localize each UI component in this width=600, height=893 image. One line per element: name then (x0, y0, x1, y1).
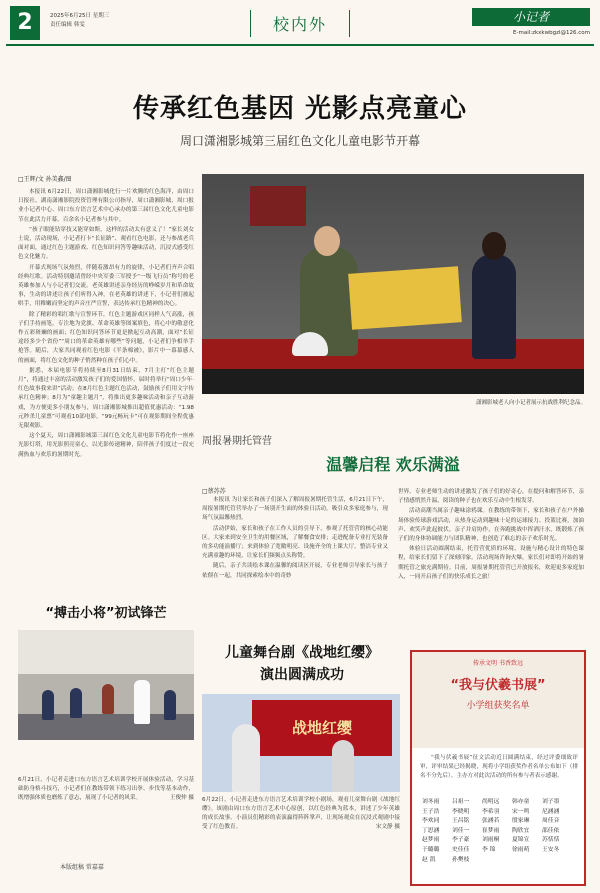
child-figure (164, 690, 176, 720)
summer-byline: □蔡苏苏 (202, 488, 226, 495)
lead-paragraph: 这个夏天，周口潇湘影城第三届红色文化儿童电影节将化作一座座光影灯塔，用光影照亮童心，以光影传递精神，陪伴孩子们度过一段充满热血与欢乐的暑期时光。 (18, 433, 194, 458)
winner-name: 李子豪 (452, 837, 470, 844)
contact-email: E-mail:zkxkwbgzl@126.com (513, 30, 590, 36)
winner-name: 张涵若 (482, 818, 500, 825)
winner-name: 史佳佳 (452, 846, 470, 853)
stage-title: 战地红缨 (291, 719, 352, 737)
lead-paragraph: 据悉，本届电影节将持续至8月31日结束，7月主打“红色主题月”，将通过丰富的活动激发孩子们的爱国情怀，届时将举行“周口少年·红色故事我来讲”活动；在8月红色主题红色活动，鼓励孩子们用文字传承红色精神；8月为“童趣主题月”，将推出更多趣味活动和亲子互动游戏，为方便更多小朋友参与，周口潇湘影城推出超值优惠活动：“1.98元秒杀儿童票”可观看10部电影，“99元畅玩卡”可在观影期间全程优惠无限观影。 (18, 367, 194, 430)
winner-name: 刘雨桐 (482, 837, 500, 844)
yellow-banner (348, 266, 462, 330)
page-editor: 本版组稿 常嘉嘉 (60, 864, 104, 871)
boxing-caption-text: 6月21日，小记者走进口东方语言艺术培训学校开展体验活动，学习基础防身格斗技巧，小记者们在教练带领下练习出拳、步伐等基本动作，既增强体质也磨炼了意志，展现了小记者的风采。 (18, 777, 194, 801)
bookstore-intro (420, 754, 578, 781)
winner-name: 刘冬雨 (422, 799, 440, 805)
child-figure (42, 690, 54, 720)
winner-name: 李晓明 (452, 808, 470, 815)
drama-credit: 宋文静 摄 (375, 824, 400, 830)
winner-name: 韩亦童 (512, 799, 530, 805)
winner-name: 赵 凯 (422, 856, 436, 863)
winner-name: 李 锦 (482, 846, 496, 853)
bookstore-title: “我与伏羲书展” (450, 678, 546, 693)
summer-paragraph: 活动高潮当属亲子趣味涂鸦课。在教练的带领下，家长和孩子在户外操场体验传球游戏活动，从热身运动到趣味十足的运球接力、投篮比赛，加油声、欢笑声此起彼伏。亲子并肩协作，在奔跑挑战中挥洒汗水，既锻炼了孩子们的身体协调能力与团队精神，也创造了难忘的亲子欢乐时光。 (398, 508, 584, 543)
summer-paragraph: 活动伊始，家长和孩子在工作人员的引导下，参观了托管营的核心功能区。大家来到安全卫生的用餐区域，了解餐食安排；走进配备专业打光装备的多功能演播厅；来到体验了宽敞明亮、设施齐全的上课大厅。整洁专业又充满童趣的环境，让家长们频频点头称赞。 (202, 525, 388, 560)
wall-poster (250, 186, 306, 226)
actor-figure (232, 724, 260, 792)
header-meta (50, 12, 109, 30)
winner-name: 王昌铭 (452, 818, 470, 825)
child-figure (134, 680, 150, 724)
responsible-editor: 责任编辑 韩雯 (50, 22, 85, 28)
page-number: 2 (10, 6, 40, 40)
boxing-credit: 王俊仲 摄 (169, 795, 194, 801)
summer-kicker: 周报暑期托管营 (202, 436, 272, 447)
winner-name: 赵梦雨 (422, 837, 440, 844)
winner-name: 吕祖一 (452, 799, 470, 805)
bookstore-box (410, 650, 586, 886)
host-head (482, 232, 506, 260)
child-actor-figure (332, 740, 354, 792)
drama-title-line1: 儿童舞台剧《战地红缨》 (225, 645, 379, 661)
drama-caption (202, 796, 400, 832)
boxing-caption (18, 776, 194, 803)
section-title: 校内外 (250, 10, 350, 37)
boxing-photo (18, 630, 194, 740)
winner-name: 尚明远 (482, 799, 500, 805)
winner-name: 徐雨萌 (512, 846, 530, 853)
bookstore-subtitle: 小学组获奖名单 (466, 701, 530, 711)
photo-floor (202, 369, 584, 394)
lead-paragraph: 开幕式现场气氛热烈，伴随着激昂有力的旋律，小记者们齐声合唱经典红歌。活动特别邀请曾经中央军委三军授予“一级飞行员”称号的老英雄参加人与小记者们交流。老英雄讲述亲身经历的峥嵘岁月和革命故事，生动的讲述让孩子们听得入神。在老英雄的讲述下，小记者们被起哄手，用稚嫩而坚定的声音庄严宣誓，表达传承红色精神的决心。 (18, 264, 194, 308)
red-table (202, 339, 584, 369)
drama-title-line2: 演出圆满成功 (260, 667, 344, 683)
bookstore-intro-text: “我与伏羲书展”征文活动近日圆满结束，经过评委细致评审，评审结果已经揭晓，现将小学组获奖作者名单公布如下（排名不分先后）。主办方对此次活动的所有参与者表示感谢。 (420, 755, 578, 779)
drama-caption-text: 6月22日，小记者走进东方语言艺术培训学校小剧场，观看儿童舞台剧《战地红缨》。该剧由周口东方语言艺术中心原创，以红色经典为蓝本，讲述了少年英雄的成长故事。小演员们精彩的表演赢得阵阵掌声，让现场观众在沉浸式观剧中接受了红色教育。 (202, 797, 400, 830)
winner-name: 苏恬恬 (542, 837, 560, 844)
drama-title (202, 642, 402, 686)
drama-photo (202, 694, 400, 792)
winner-list (422, 798, 578, 865)
winner-name: 刘佳一 (452, 827, 470, 834)
lead-headline: 传承红色基因 光影点亮童心 (132, 94, 468, 124)
winner-name: 于璐璐 (422, 846, 440, 853)
winner-name: 殷家琳 (512, 818, 530, 825)
lead-paragraph: 除了精彩的唱红歌与宣誓环节，红色主题游戏区同样人气高涨，孩子们手持画笔，专注地为党旗、革命英雄等图案填色，将心中的敬意化作五彩斑斓的画面；红色知识问答环节更是掀起互动高潮，面对“长征途经多少个省份”“周口的革命英雄有哪些”等问题，小记者们争相举手抢答。随后，大家共同观看红色电影《半条棉被》，影片中一幕幕感人的画面，将红色文化的种子悄然种在孩子们心中。 (18, 311, 194, 364)
issue-date: 2025年6月25日 星期三 (50, 13, 110, 19)
winner-name: 尼涵涵 (542, 808, 560, 815)
stage-backdrop (252, 700, 392, 756)
winner-name: 夏锦宣 (512, 837, 530, 844)
bookstore-banner (412, 652, 584, 748)
winner-name: 李希羽 (482, 808, 500, 815)
header-divider (6, 44, 594, 46)
summer-title: 温馨启程 欢乐满溢 (326, 455, 460, 474)
lead-paragraph: 本报讯 6月22日，周口潇湘影城化行一片欢腾的红色海洋，由周口日报社、湖南潇湘影院投资管理有限公司指导，周口潇湘影城、周口报业小记者中心、周口东方语言艺术中心承办的第三届红色文化儿童电影节在此活力开幕，百余名小记者参与其中。 (18, 189, 194, 223)
summer-paragraph: 本报讯 为让家长和孩子们深入了解周报暑期托管生活，6月21日下午，周报暑期托管营举办了一场别开生面的体验日活动，吸引众多家庭参与，现场气氛温馨热烈。 (202, 497, 388, 522)
winner-name: 崔梦雨 (482, 827, 500, 834)
winner-name: 刘子墨 (542, 799, 560, 805)
lead-photo (202, 174, 584, 394)
summer-paragraph: 随后，亲子共读绘本课在温馨的阅读区开展，专业老师引导家长与孩子依偎在一起，共同探索绘本中的奇妙 (202, 563, 388, 579)
boxing-title: “搏击小将”初试锋芒 (45, 606, 167, 621)
gym-wall (18, 630, 194, 674)
page-header (6, 6, 594, 46)
lead-byline: □王辉/文 孙美鑫/图 (18, 176, 72, 183)
coach-figure (102, 684, 114, 714)
winner-name: 孙樊枝 (452, 856, 470, 863)
winner-name: 周佳音 (542, 818, 560, 825)
lead-subhead: 周口潇湘影城第三届红色文化儿童电影节开幕 (179, 134, 420, 148)
lead-body (18, 188, 194, 461)
winner-name: 王安冬 (542, 846, 560, 853)
winner-name: 宋一鸣 (512, 808, 530, 815)
summer-body-col1 (202, 496, 388, 582)
winner-name: 王子浩 (422, 808, 440, 815)
lead-photo-caption: 潇湘影城老人向小记者展示抗战胜利纪念品。 (475, 400, 586, 406)
host-figure (472, 254, 516, 359)
winner-name: 邵佳依 (542, 827, 560, 834)
summer-paragraph: 体验日活动圆满结束，托管营优质的环境、设施与精心设计的特色课程，给家长们留下了深刻印象。活动现场咨询火爆，家长们对即将开始的暑期托管之旅充满期待。目前，周报暑期托管营已开放报名，欢迎更多家庭加入，一同开启孩子们的快乐成长之旅！ (398, 546, 584, 580)
bookstore-kicker: 传承文明 书香致远 (473, 660, 523, 667)
summer-body-col2 (398, 488, 584, 583)
brand-logo: 小记者 (472, 8, 590, 26)
winner-name: 李欢同 (422, 818, 440, 825)
summer-paragraph: 世界。专业老师生动的讲述激发了孩子们的好奇心，在提问和解答环节，亲子情感悄然升温，阅读的种子也在欢乐互动中生根发芽。 (398, 489, 584, 505)
child-figure (70, 688, 82, 718)
winner-name: 陶欣宜 (512, 827, 530, 834)
lead-paragraph: “孩子眼能钻穿技又能穿如斯，这样的活动太有意义了！”家长刘女士说，活动现场，小记者打卡“长征路”、观看红色电影，还与参战老兵面对面，通过红色主题游戏、红色知识问答等趣味活动，沉浸式感受红色文化魅力。 (18, 226, 194, 261)
veteran-head (314, 226, 340, 256)
winner-name: 丁思涵 (422, 827, 440, 834)
